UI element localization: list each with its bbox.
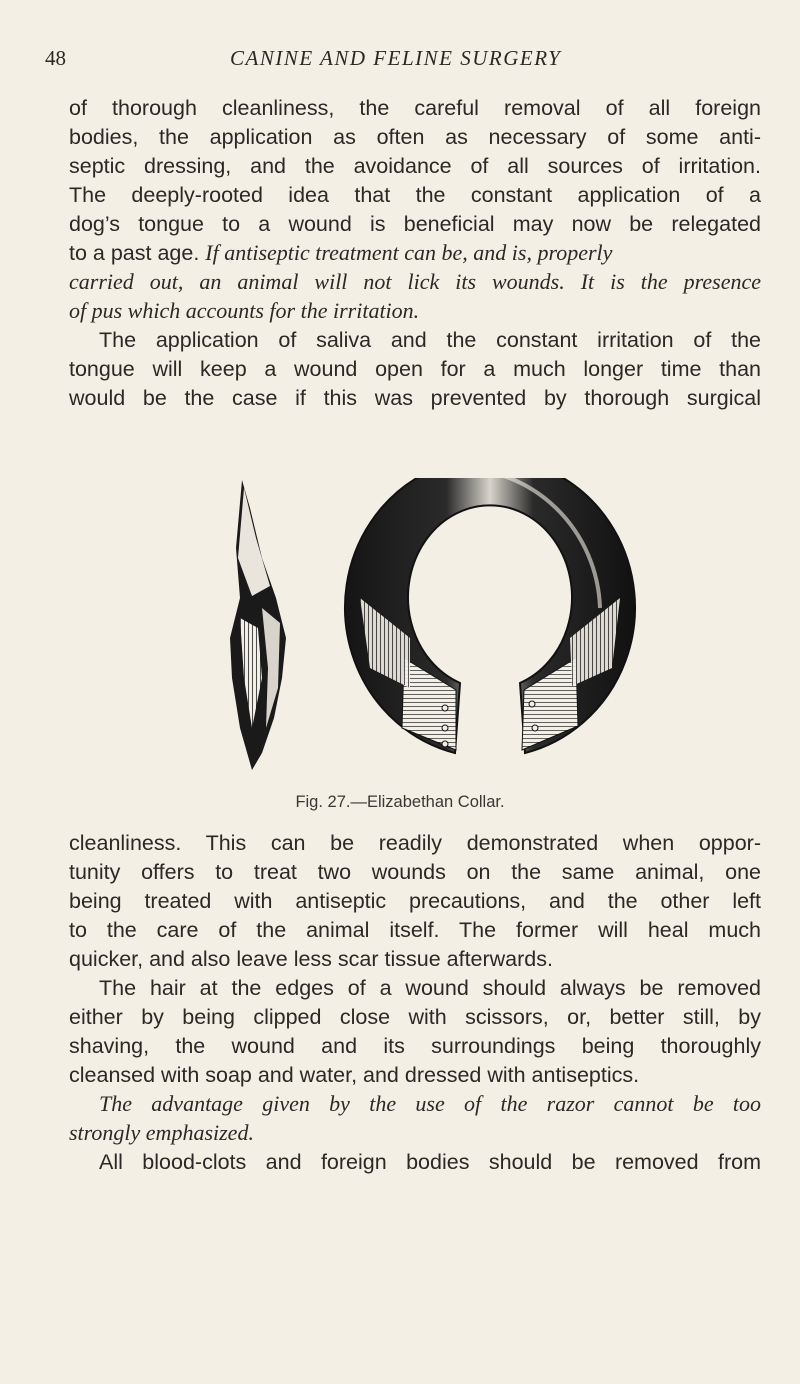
text-line: The deeply-rooted idea that the constant application of a — [69, 183, 761, 207]
running-title: CANINE AND FELINE SURGERY — [230, 46, 562, 70]
text-line: cleansed with soap and water, and dressed with antiseptics. — [69, 1063, 640, 1087]
text-segment: dog’s tongue to a wound is beneficial may now be relegated — [69, 212, 761, 236]
text-line: cleanliness. This can be readily demonstrated when oppor- — [69, 831, 761, 855]
text-line — [69, 239, 761, 267]
italic-text-line: of pus which accounts for the irritation. — [69, 298, 420, 323]
collar-side-view — [230, 480, 286, 770]
text-line: tongue will keep a wound open for a much longer time than — [69, 357, 761, 381]
text-line: either by being clipped close with scissors, or, better still, by — [69, 1005, 761, 1029]
collar-illustration — [0, 478, 800, 778]
text-line: to the care of the animal itself. The former will heal much — [69, 918, 761, 942]
running-head — [0, 46, 800, 72]
text-line: The hair at the edges of a wound should always be removed — [99, 976, 761, 1000]
text-line: shaving, the wound and its surroundings being thoroughly — [69, 1034, 761, 1058]
text-line: septic dressing, and the avoidance of all sources of irritation. — [69, 154, 761, 178]
text-line: quicker, and also leave less scar tissue afterwards. — [69, 947, 553, 971]
figure-elizabethan-collar — [0, 478, 800, 778]
text-line: of thorough cleanliness, the careful removal of all foreign — [69, 96, 761, 120]
text-line: All blood-clots and foreign bodies should be removed from — [99, 1150, 761, 1174]
page-number: 48 — [45, 46, 66, 70]
text-line: tunity offers to treat two wounds on the same animal, one — [69, 860, 761, 884]
text-segment: to a past age. — [69, 241, 200, 265]
text-line: bodies, the application as often as necessary of some anti- — [69, 125, 761, 149]
italic-text-line: The advantage given by the use of the razor cannot be too — [99, 1091, 761, 1116]
italic-text-line: strongly emphasized. — [69, 1120, 254, 1145]
text-line: being treated with antiseptic precautions, and the other left — [69, 889, 761, 913]
italic-text-line: carried out, an animal will not lick its wounds. It is the presence — [69, 269, 761, 294]
text-line: The application of saliva and the constant irritation of the — [99, 328, 761, 352]
collar-front-view — [318, 478, 635, 753]
figure-caption: Fig. 27.—Elizabethan Collar. — [295, 793, 505, 811]
italic-text: If antiseptic treatment can be, and is, properly — [205, 240, 613, 265]
text-line: would be the case if this was prevented by thorough surgical — [69, 386, 761, 410]
text-line — [69, 210, 761, 238]
